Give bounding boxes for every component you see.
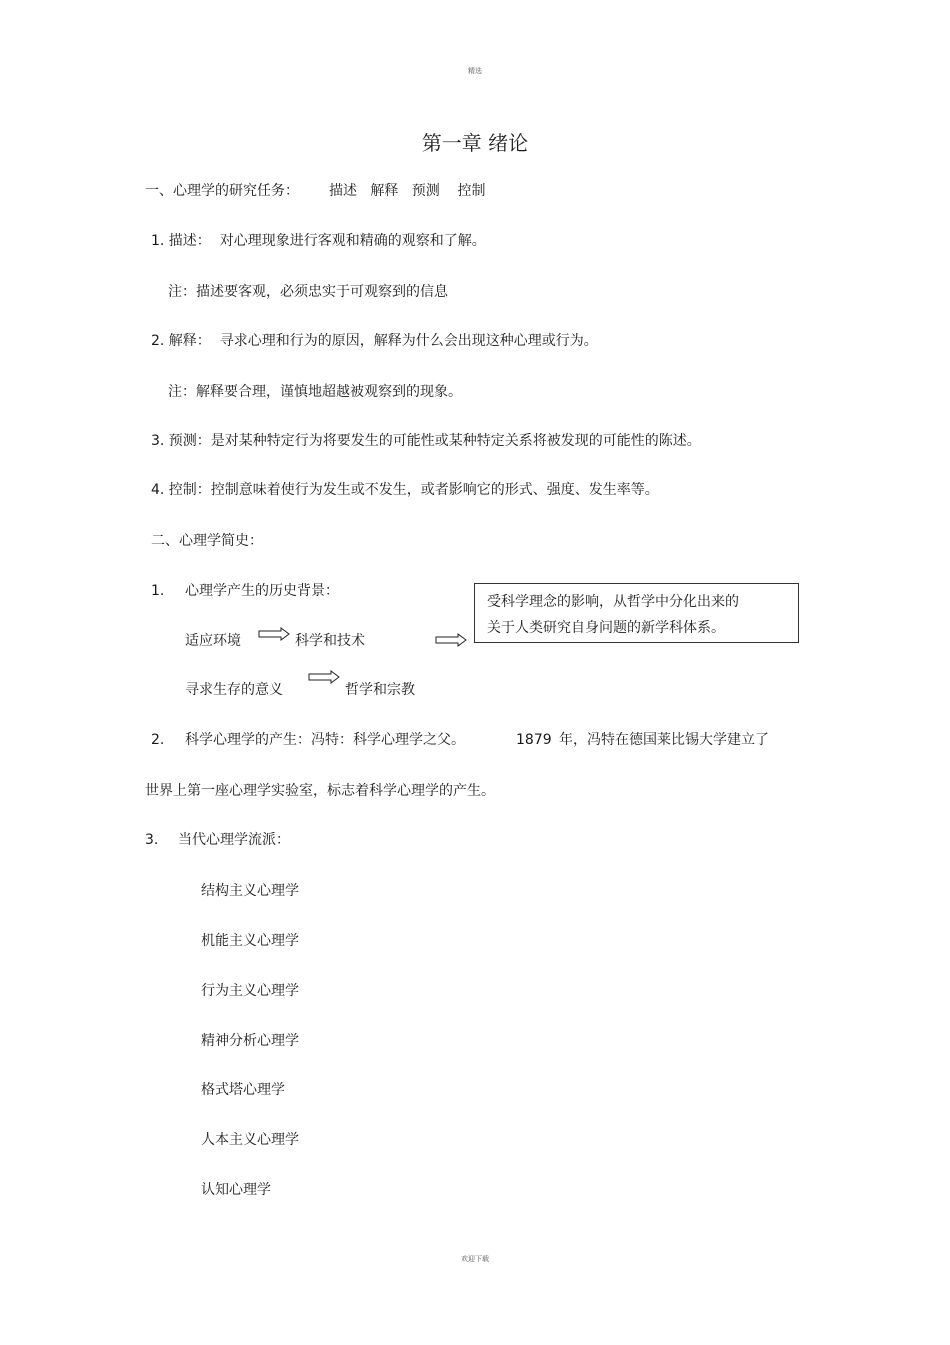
section2-heading: 二、心理学简史： — [151, 533, 263, 549]
note-describe: 注：描述要客观，必须忠实于可观察到的信息 — [168, 284, 448, 300]
schools-heading: 当代心理学流派： — [178, 832, 290, 848]
task-explain: 2. 解释： 寻求心理和行为的原因，解释为什么会出现这种心理或行为。 — [151, 333, 598, 349]
note-explain: 注：解释要合理，谨慎地超越被观察到的现象。 — [168, 384, 462, 400]
wundt-sentence-rest: 年，冯特在德国莱比锡大学建立了 — [559, 732, 769, 748]
school-item: 结构主义心理学 — [201, 883, 299, 899]
school-item: 认知心理学 — [201, 1182, 271, 1198]
school-item: 机能主义心理学 — [201, 933, 299, 949]
history-item3-number: 3. — [145, 832, 159, 848]
school-item: 行为主义心理学 — [201, 983, 299, 999]
page-footer: 欢迎下载 — [461, 1255, 489, 1263]
school-item: 人本主义心理学 — [201, 1132, 299, 1148]
definition-box — [474, 583, 799, 643]
wundt-sentence: 科学心理学的产生：冯特：科学心理学之父。 — [185, 732, 465, 748]
history-background-label: 心理学产生的历史背景： — [185, 583, 339, 599]
research-tasks-list: 描述 解释 预测 控制 — [329, 183, 486, 199]
flow-adapt-environment: 适应环境 — [185, 633, 241, 649]
history-item2-number: 2. — [151, 732, 165, 748]
flow-science-technology: 科学和技术 — [295, 633, 365, 649]
right-arrow-icon — [308, 670, 340, 684]
definition-line-2: 关于人类研究自身问题的新学科体系。 — [487, 620, 725, 636]
school-item: 格式塔心理学 — [201, 1082, 285, 1098]
wundt-sentence-continued: 世界上第一座心理学实验室，标志着科学心理学的产生。 — [145, 783, 495, 799]
task-describe: 1. 描述： 对心理现象进行客观和精确的观察和了解。 — [151, 233, 486, 249]
year-1879: 1879 — [516, 732, 552, 748]
task-predict: 3. 预测：是对某种特定行为将要发生的可能性或某种特定关系将被发现的可能性的陈述。 — [151, 433, 701, 449]
task-control: 4. 控制：控制意味着使行为发生或不发生，或者影响它的形式、强度、发生率等。 — [151, 482, 659, 498]
section1-heading: 一、心理学的研究任务： — [145, 183, 299, 199]
definition-line-1: 受科学理念的影响，从哲学中分化出来的 — [487, 594, 739, 610]
chapter-title: 第一章 绪论 — [421, 131, 529, 155]
history-item1-number: 1. — [151, 583, 165, 599]
right-arrow-icon — [435, 633, 467, 647]
page-header: 精选 — [468, 67, 482, 75]
school-item: 精神分析心理学 — [201, 1033, 299, 1049]
flow-philosophy-religion: 哲学和宗教 — [345, 682, 415, 698]
right-arrow-icon — [258, 627, 290, 641]
flow-seek-meaning: 寻求生存的意义 — [185, 682, 283, 698]
